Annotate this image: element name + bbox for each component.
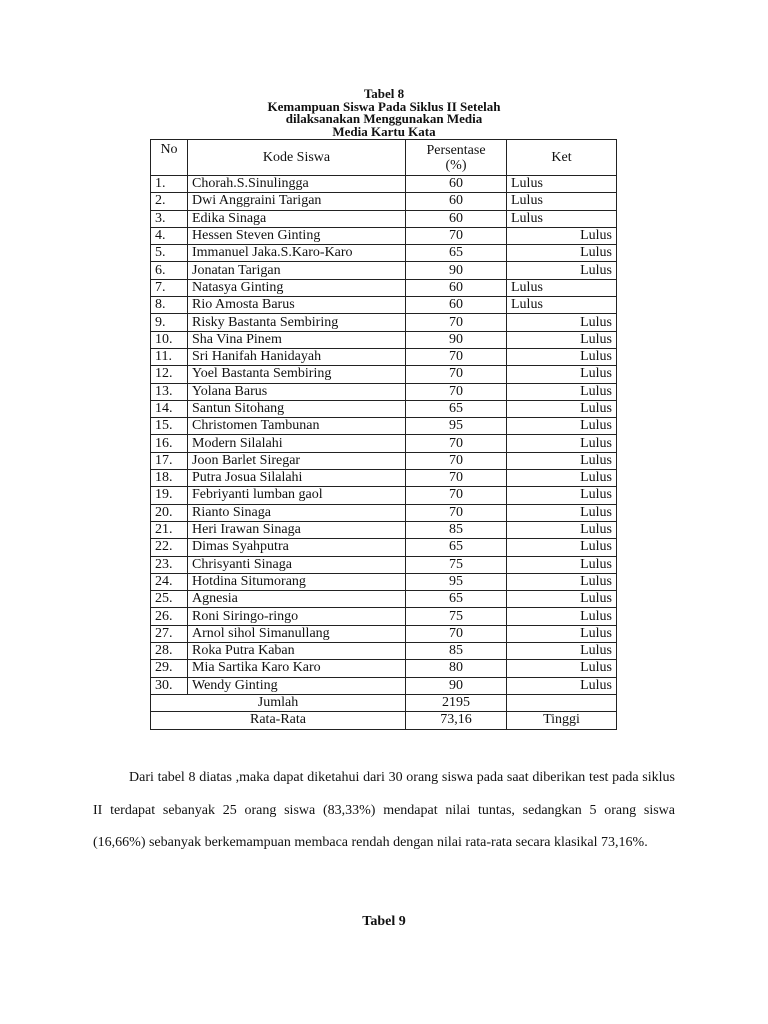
jumlah-ket	[507, 694, 617, 711]
row-ket: Lulus	[507, 193, 617, 210]
row-no: 7.	[151, 279, 188, 296]
row-no: 22.	[151, 539, 188, 556]
jumlah-row	[151, 694, 617, 711]
row-persentase: 80	[406, 660, 507, 677]
row-ket: Lulus	[507, 591, 617, 608]
row-kode-siswa: Yolana Barus	[188, 383, 406, 400]
row-ket: Lulus	[507, 331, 617, 348]
row-persentase: 90	[406, 331, 507, 348]
row-no: 5.	[151, 245, 188, 262]
next-table-title: Tabel 9	[362, 914, 406, 929]
row-persentase: 70	[406, 470, 507, 487]
row-no: 28.	[151, 643, 188, 660]
row-kode-siswa: Joon Barlet Siregar	[188, 452, 406, 469]
table-row	[151, 643, 617, 660]
row-ket: Lulus	[507, 210, 617, 227]
row-persentase: 65	[406, 591, 507, 608]
row-no: 21.	[151, 521, 188, 538]
table-row	[151, 677, 617, 694]
table-row	[151, 262, 617, 279]
row-no: 9.	[151, 314, 188, 331]
row-ket: Lulus	[507, 366, 617, 383]
table-row	[151, 348, 617, 365]
row-persentase: 75	[406, 556, 507, 573]
row-kode-siswa: Hotdina Situmorang	[188, 573, 406, 590]
row-persentase: 65	[406, 400, 507, 417]
row-kode-siswa: Heri Irawan Sinaga	[188, 521, 406, 538]
row-no: 10.	[151, 331, 188, 348]
row-kode-siswa: Dimas Syahputra	[188, 539, 406, 556]
table-row	[151, 470, 617, 487]
row-ket: Lulus	[507, 608, 617, 625]
header-kode-siswa: Kode Siswa	[188, 140, 406, 176]
row-persentase: 70	[406, 314, 507, 331]
row-kode-siswa: Dwi Anggraini Tarigan	[188, 193, 406, 210]
row-persentase: 95	[406, 418, 507, 435]
row-kode-siswa: Natasya Ginting	[188, 279, 406, 296]
table-row	[151, 573, 617, 590]
row-kode-siswa: Putra Josua Silalahi	[188, 470, 406, 487]
row-ket: Lulus	[507, 625, 617, 642]
row-no: 8.	[151, 297, 188, 314]
row-ket: Lulus	[507, 400, 617, 417]
table-row	[151, 245, 617, 262]
row-kode-siswa: Roni Siringo-ringo	[188, 608, 406, 625]
row-ket: Lulus	[507, 245, 617, 262]
row-persentase: 70	[406, 383, 507, 400]
row-kode-siswa: Roka Putra Kaban	[188, 643, 406, 660]
row-persentase: 70	[406, 435, 507, 452]
row-ket: Lulus	[507, 539, 617, 556]
table-row	[151, 366, 617, 383]
row-kode-siswa: Christomen Tambunan	[188, 418, 406, 435]
row-kode-siswa: Modern Silalahi	[188, 435, 406, 452]
row-no: 24.	[151, 573, 188, 590]
row-persentase: 65	[406, 245, 507, 262]
table-row	[151, 210, 617, 227]
header-ket: Ket	[507, 140, 617, 176]
table-row	[151, 452, 617, 469]
row-no: 20.	[151, 504, 188, 521]
row-no: 26.	[151, 608, 188, 625]
row-ket: Lulus	[507, 521, 617, 538]
row-persentase: 90	[406, 677, 507, 694]
table-subtitle-line-2: dilaksanakan Menggunakan Media	[285, 111, 483, 126]
table-row	[151, 227, 617, 244]
rata-rata-row	[151, 712, 617, 729]
row-kode-siswa: Jonatan Tarigan	[188, 262, 406, 279]
row-no: 14.	[151, 400, 188, 417]
row-no: 25.	[151, 591, 188, 608]
row-persentase: 70	[406, 504, 507, 521]
row-persentase: 70	[406, 625, 507, 642]
row-persentase: 60	[406, 279, 507, 296]
row-kode-siswa: Chrisyanti Sinaga	[188, 556, 406, 573]
table-row	[151, 176, 617, 193]
row-kode-siswa: Mia Sartika Karo Karo	[188, 660, 406, 677]
row-ket: Lulus	[507, 297, 617, 314]
table-row	[151, 383, 617, 400]
table-row	[151, 400, 617, 417]
row-no: 6.	[151, 262, 188, 279]
table-row	[151, 418, 617, 435]
row-kode-siswa: Rio Amosta Barus	[188, 297, 406, 314]
row-kode-siswa: Chorah.S.Sinulingga	[188, 176, 406, 193]
row-persentase: 65	[406, 539, 507, 556]
table-row	[151, 331, 617, 348]
row-no: 29.	[151, 660, 188, 677]
table-row	[151, 660, 617, 677]
table-row	[151, 521, 617, 538]
row-persentase: 60	[406, 193, 507, 210]
row-persentase: 85	[406, 643, 507, 660]
table-subtitle-line-3: Media Kartu Kata	[332, 123, 436, 139]
rata-rata-label: Rata-Rata	[151, 712, 406, 729]
row-ket: Lulus	[507, 383, 617, 400]
row-ket: Lulus	[507, 643, 617, 660]
row-no: 19.	[151, 487, 188, 504]
row-persentase: 60	[406, 176, 507, 193]
row-persentase: 70	[406, 348, 507, 365]
row-no: 12.	[151, 366, 188, 383]
jumlah-label: Jumlah	[151, 694, 406, 711]
row-no: 27.	[151, 625, 188, 642]
row-kode-siswa: Risky Bastanta Sembiring	[188, 314, 406, 331]
table-row	[151, 193, 617, 210]
row-persentase: 70	[406, 452, 507, 469]
header-persentase	[406, 140, 507, 176]
row-ket: Lulus	[507, 556, 617, 573]
table-title-block	[150, 88, 618, 138]
header-no: No	[151, 140, 188, 176]
table-row	[151, 556, 617, 573]
row-ket: Lulus	[507, 348, 617, 365]
row-kode-siswa: Sri Hanifah Hanidayah	[188, 348, 406, 365]
row-no: 30.	[151, 677, 188, 694]
row-ket: Lulus	[507, 504, 617, 521]
row-kode-siswa: Yoel Bastanta Sembiring	[188, 366, 406, 383]
row-ket: Lulus	[507, 452, 617, 469]
row-kode-siswa: Arnol sihol Simanullang	[188, 625, 406, 642]
row-ket: Lulus	[507, 227, 617, 244]
row-ket: Lulus	[507, 435, 617, 452]
row-kode-siswa: Rianto Sinaga	[188, 504, 406, 521]
row-no: 13.	[151, 383, 188, 400]
table-row	[151, 539, 617, 556]
table-row	[151, 608, 617, 625]
row-no: 18.	[151, 470, 188, 487]
rata-rata-value: 73,16	[406, 712, 507, 729]
row-persentase: 70	[406, 366, 507, 383]
row-kode-siswa: Immanuel Jaka.S.Karo-Karo	[188, 245, 406, 262]
row-ket: Lulus	[507, 487, 617, 504]
header-persentase-line-1: Persentase	[426, 142, 486, 158]
table-subtitle-line-1: Kemampuan Siswa Pada Siklus II Setelah	[267, 98, 501, 114]
row-no: 11.	[151, 348, 188, 365]
row-persentase: 70	[406, 227, 507, 244]
row-no: 3.	[151, 210, 188, 227]
row-persentase: 60	[406, 210, 507, 227]
row-kode-siswa: Febriyanti lumban gaol	[188, 487, 406, 504]
table-row	[151, 487, 617, 504]
table-title: Tabel 8	[363, 86, 405, 101]
table-row	[151, 591, 617, 608]
table-row	[151, 504, 617, 521]
row-kode-siswa: Agnesia	[188, 591, 406, 608]
row-persentase: 90	[406, 262, 507, 279]
table-row	[151, 435, 617, 452]
row-no: 15.	[151, 418, 188, 435]
body-paragraph	[93, 762, 675, 860]
header-persentase-line-2: (%)	[445, 157, 467, 173]
row-persentase: 95	[406, 573, 507, 590]
table-row	[151, 314, 617, 331]
rata-rata-ket: Tinggi	[507, 712, 617, 729]
row-no: 1.	[151, 176, 188, 193]
row-ket: Lulus	[507, 573, 617, 590]
row-ket: Lulus	[507, 418, 617, 435]
table-row	[151, 297, 617, 314]
table-row	[151, 625, 617, 642]
table-row	[151, 279, 617, 296]
paragraph-text: Dari tabel 8 diatas ,maka dapat diketahui dari 30 orang siswa pada saat diberikan test pada siklus II terdapat sebanyak 25 orang siswa (83,33%) mendapat nilai tuntas, sedangkan 5 orang siswa (16,66%) sebanyak berkemampuan membaca rendah dengan nilai rata-rata secara klasikal 73,16%.	[93, 770, 675, 850]
table-header-row	[151, 140, 617, 176]
row-ket: Lulus	[507, 314, 617, 331]
row-ket: Lulus	[507, 677, 617, 694]
row-ket: Lulus	[507, 660, 617, 677]
row-kode-siswa: Wendy Ginting	[188, 677, 406, 694]
row-no: 2.	[151, 193, 188, 210]
row-persentase: 60	[406, 297, 507, 314]
row-persentase: 75	[406, 608, 507, 625]
row-persentase: 85	[406, 521, 507, 538]
row-no: 4.	[151, 227, 188, 244]
student-score-table	[150, 139, 617, 730]
row-ket: Lulus	[507, 279, 617, 296]
row-ket: Lulus	[507, 470, 617, 487]
row-no: 17.	[151, 452, 188, 469]
row-kode-siswa: Hessen Steven Ginting	[188, 227, 406, 244]
row-kode-siswa: Edika Sinaga	[188, 210, 406, 227]
row-kode-siswa: Santun Sitohang	[188, 400, 406, 417]
row-no: 16.	[151, 435, 188, 452]
row-no: 23.	[151, 556, 188, 573]
row-kode-siswa: Sha Vina Pinem	[188, 331, 406, 348]
row-ket: Lulus	[507, 176, 617, 193]
jumlah-value: 2195	[406, 694, 507, 711]
row-ket: Lulus	[507, 262, 617, 279]
row-persentase: 70	[406, 487, 507, 504]
